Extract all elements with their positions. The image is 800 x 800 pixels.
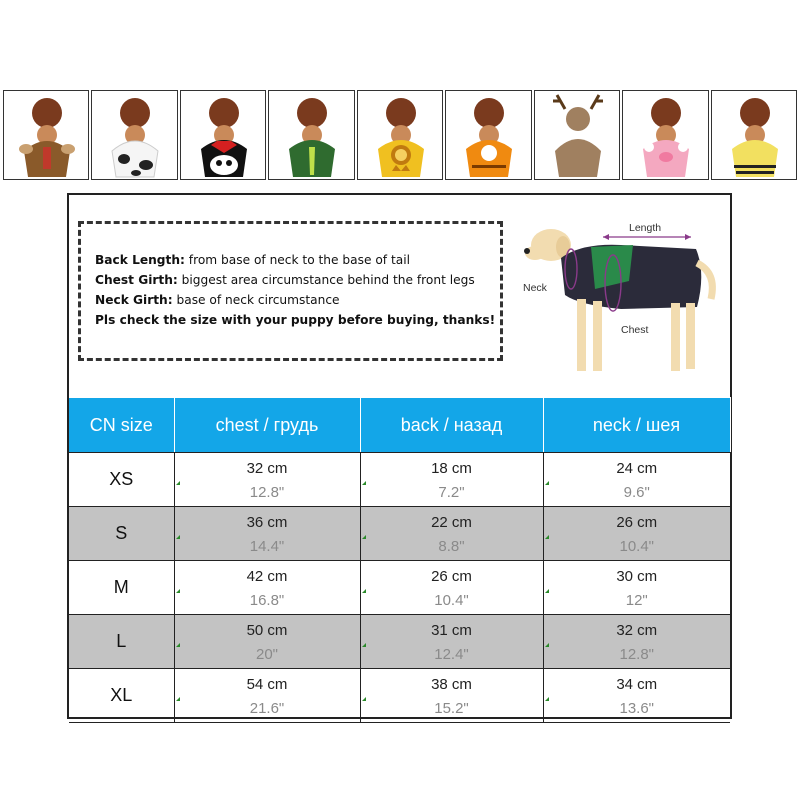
- dog-costume-photo: [92, 91, 177, 179]
- costume-thumbnail-strip: [3, 90, 797, 180]
- size-cell: M: [69, 561, 174, 615]
- size-table: [69, 397, 731, 723]
- table-row: [69, 507, 730, 561]
- header-cn-size: CN size: [69, 398, 174, 453]
- size-cell: S: [69, 507, 174, 561]
- header-chest: chest / грудь: [174, 398, 360, 453]
- back-cell: 22 cm 8.8": [360, 507, 543, 561]
- chest-cell: 36 cm 14.4": [174, 507, 360, 561]
- chest-cell: 54 cm 21.6": [174, 669, 360, 723]
- thumb-lion-costume[interactable]: [357, 90, 443, 180]
- dog-costume-photo: [623, 91, 708, 179]
- size-check-note: Pls check the size with your puppy before buying, thanks!: [95, 313, 496, 327]
- chest-girth-line: Chest Girth: biggest area circumstance behind the front legs: [95, 273, 475, 287]
- dog-costume-photo: [446, 91, 531, 179]
- table-row: [69, 561, 730, 615]
- back-length-line: Back Length: from base of neck to the base of tail: [95, 253, 410, 267]
- length-label: Length: [629, 222, 662, 234]
- thumb-dinosaur-costume[interactable]: [268, 90, 354, 180]
- chest-cell: 42 cm 16.8": [174, 561, 360, 615]
- chest-cell: 32 cm 12.8": [174, 453, 360, 507]
- size-cell: XL: [69, 669, 174, 723]
- back-cell: 26 cm 10.4": [360, 561, 543, 615]
- dog-costume-photo: [535, 91, 620, 179]
- thumb-panda-costume[interactable]: [180, 90, 266, 180]
- thumb-reindeer-costume[interactable]: [534, 90, 620, 180]
- header-neck: neck / шея: [543, 398, 730, 453]
- dog-costume-photo: [712, 91, 797, 179]
- neck-cell: 32 cm 12.8": [543, 615, 730, 669]
- size-cell: XS: [69, 453, 174, 507]
- dog-measurement-diagram: [521, 203, 731, 393]
- neck-cell: 24 cm 9.6": [543, 453, 730, 507]
- dog-costume-photo: [269, 91, 354, 179]
- table-row: [69, 669, 730, 723]
- dog-costume-photo: [358, 91, 443, 179]
- chest-label: Chest: [621, 324, 649, 336]
- chest-cell: 50 cm 20": [174, 615, 360, 669]
- back-cell: 31 cm 12.4": [360, 615, 543, 669]
- size-table-header: [69, 398, 730, 453]
- size-cell: L: [69, 615, 174, 669]
- thumb-cow-costume[interactable]: [91, 90, 177, 180]
- neck-cell: 34 cm 13.6": [543, 669, 730, 723]
- measurement-instructions: [78, 221, 503, 361]
- neck-cell: 30 cm 12": [543, 561, 730, 615]
- thumb-pig-costume[interactable]: [622, 90, 708, 180]
- dog-costume-photo: [181, 91, 266, 179]
- neck-cell: 26 cm 10.4": [543, 507, 730, 561]
- header-back: back / назад: [360, 398, 543, 453]
- table-row: [69, 453, 730, 507]
- neck-label: Neck: [523, 282, 547, 294]
- size-chart-panel: [67, 193, 732, 719]
- neck-girth-line: Neck Girth: base of neck circumstance: [95, 293, 340, 307]
- dog-costume-photo: [4, 91, 89, 179]
- thumb-bee-costume[interactable]: [711, 90, 797, 180]
- back-cell: 18 cm 7.2": [360, 453, 543, 507]
- table-row: [69, 615, 730, 669]
- thumb-monkey-costume[interactable]: [3, 90, 89, 180]
- back-cell: 38 cm 15.2": [360, 669, 543, 723]
- thumb-tiger-costume[interactable]: [445, 90, 531, 180]
